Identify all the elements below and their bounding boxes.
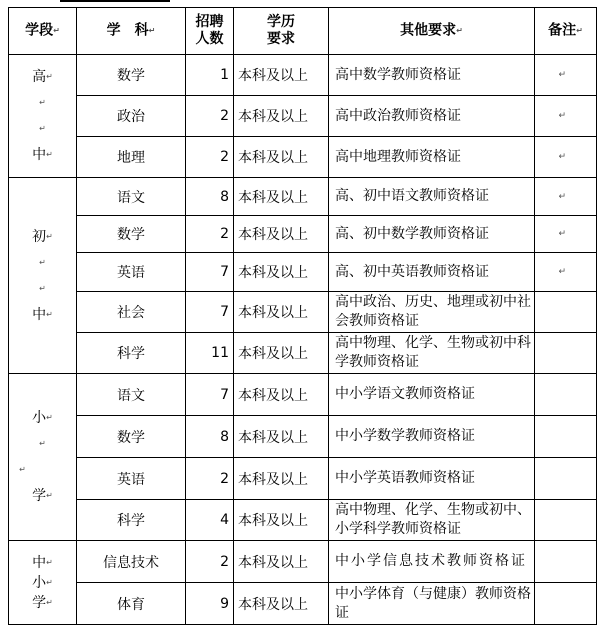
- requirement-cell: 中小学信息技术教师资格证: [329, 541, 535, 583]
- education-cell: 本科及以上: [234, 292, 329, 333]
- count-cell: 2: [186, 541, 234, 583]
- count-cell: 7: [186, 374, 234, 416]
- note-cell: [535, 416, 597, 458]
- count-cell: 2: [186, 137, 234, 178]
- note-cell: [535, 500, 597, 541]
- subject-cell: 数学: [77, 55, 186, 96]
- table-row: [9, 416, 597, 458]
- table-row: [9, 374, 597, 416]
- subject-cell: 地理: [77, 137, 186, 178]
- top-border-fragment: [60, 0, 170, 2]
- stage-high-school: 高↵ ↵ ↵ 中↵: [9, 55, 77, 178]
- note-cell: ↵: [535, 55, 597, 96]
- subject-cell: 英语: [77, 458, 186, 500]
- requirement-cell: 高中数学教师资格证: [329, 55, 535, 96]
- table-row: [9, 253, 597, 292]
- note-cell: ↵: [535, 137, 597, 178]
- count-cell: 2: [186, 458, 234, 500]
- subject-cell: 科学: [77, 333, 186, 374]
- count-cell: 2: [186, 216, 234, 253]
- table-row: [9, 541, 597, 583]
- requirement-cell: 高、初中语文教师资格证: [329, 178, 535, 216]
- note-cell: [535, 292, 597, 333]
- subject-cell: 数学: [77, 416, 186, 458]
- education-cell: 本科及以上: [234, 55, 329, 96]
- subject-cell: 科学: [77, 500, 186, 541]
- requirement-cell: 高中物理、化学、生物或初中科学教师资格证: [329, 333, 535, 374]
- requirement-cell: 高中物理、化学、生物或初中、小学科学教师资格证: [329, 500, 535, 541]
- education-cell: 本科及以上: [234, 96, 329, 137]
- count-cell: 8: [186, 178, 234, 216]
- note-cell: [535, 374, 597, 416]
- header-stage: 学段↵: [9, 8, 77, 55]
- education-cell: 本科及以上: [234, 583, 329, 625]
- header-row: [9, 8, 597, 55]
- note-cell: [535, 583, 597, 625]
- stage-k12: 中↵ 小↵ 学↵: [9, 541, 77, 625]
- education-cell: 本科及以上: [234, 458, 329, 500]
- note-cell: [535, 333, 597, 374]
- table-row: [9, 333, 597, 374]
- requirement-cell: 中小学体育（与健康）教师资格证: [329, 583, 535, 625]
- header-note: 备注↵: [535, 8, 597, 55]
- count-cell: 7: [186, 253, 234, 292]
- education-cell: 本科及以上: [234, 333, 329, 374]
- education-cell: 本科及以上: [234, 253, 329, 292]
- table-row: [9, 178, 597, 216]
- table-row: [9, 292, 597, 333]
- table-row: [9, 458, 597, 500]
- note-cell: ↵: [535, 253, 597, 292]
- subject-cell: 英语: [77, 253, 186, 292]
- count-cell: 7: [186, 292, 234, 333]
- requirement-cell: 高中政治、历史、地理或初中社会教师资格证: [329, 292, 535, 333]
- subject-cell: 政治: [77, 96, 186, 137]
- subject-cell: 语文: [77, 178, 186, 216]
- recruitment-table: [8, 7, 597, 625]
- header-subject: 学 科↵: [77, 8, 186, 55]
- requirement-cell: 中小学数学教师资格证: [329, 416, 535, 458]
- header-education: 学历 要求: [234, 8, 329, 55]
- stage-middle-school: 初↵ ↵ ↵ 中↵: [9, 178, 77, 374]
- subject-cell: 信息技术: [77, 541, 186, 583]
- table-row: [9, 55, 597, 96]
- education-cell: 本科及以上: [234, 500, 329, 541]
- subject-cell: 语文: [77, 374, 186, 416]
- count-cell: 8: [186, 416, 234, 458]
- note-cell: ↵: [535, 96, 597, 137]
- note-cell: [535, 541, 597, 583]
- table-row: [9, 216, 597, 253]
- requirement-cell: 高、初中英语教师资格证: [329, 253, 535, 292]
- subject-cell: 体育: [77, 583, 186, 625]
- requirement-cell: 高中政治教师资格证: [329, 96, 535, 137]
- table-row: [9, 583, 597, 625]
- education-cell: 本科及以上: [234, 374, 329, 416]
- count-cell: 1: [186, 55, 234, 96]
- subject-cell: 数学: [77, 216, 186, 253]
- count-cell: 2: [186, 96, 234, 137]
- requirement-cell: 高中地理教师资格证: [329, 137, 535, 178]
- requirement-cell: 高、初中数学教师资格证: [329, 216, 535, 253]
- requirement-cell: 中小学英语教师资格证: [329, 458, 535, 500]
- education-cell: 本科及以上: [234, 178, 329, 216]
- requirement-cell: 中小学语文教师资格证: [329, 374, 535, 416]
- count-cell: 4: [186, 500, 234, 541]
- subject-cell: 社会: [77, 292, 186, 333]
- education-cell: 本科及以上: [234, 137, 329, 178]
- count-cell: 11: [186, 333, 234, 374]
- table-row: [9, 96, 597, 137]
- note-cell: ↵: [535, 178, 597, 216]
- count-cell: 9: [186, 583, 234, 625]
- header-count: 招聘 人数: [186, 8, 234, 55]
- education-cell: 本科及以上: [234, 416, 329, 458]
- stage-primary-school: 小↵ ↵ ↵ 学↵: [9, 374, 77, 541]
- education-cell: 本科及以上: [234, 541, 329, 583]
- education-cell: 本科及以上: [234, 216, 329, 253]
- note-cell: [535, 458, 597, 500]
- table-row: [9, 137, 597, 178]
- table-row: [9, 500, 597, 541]
- note-cell: ↵: [535, 216, 597, 253]
- header-other-requirements: 其他要求↵: [329, 8, 535, 55]
